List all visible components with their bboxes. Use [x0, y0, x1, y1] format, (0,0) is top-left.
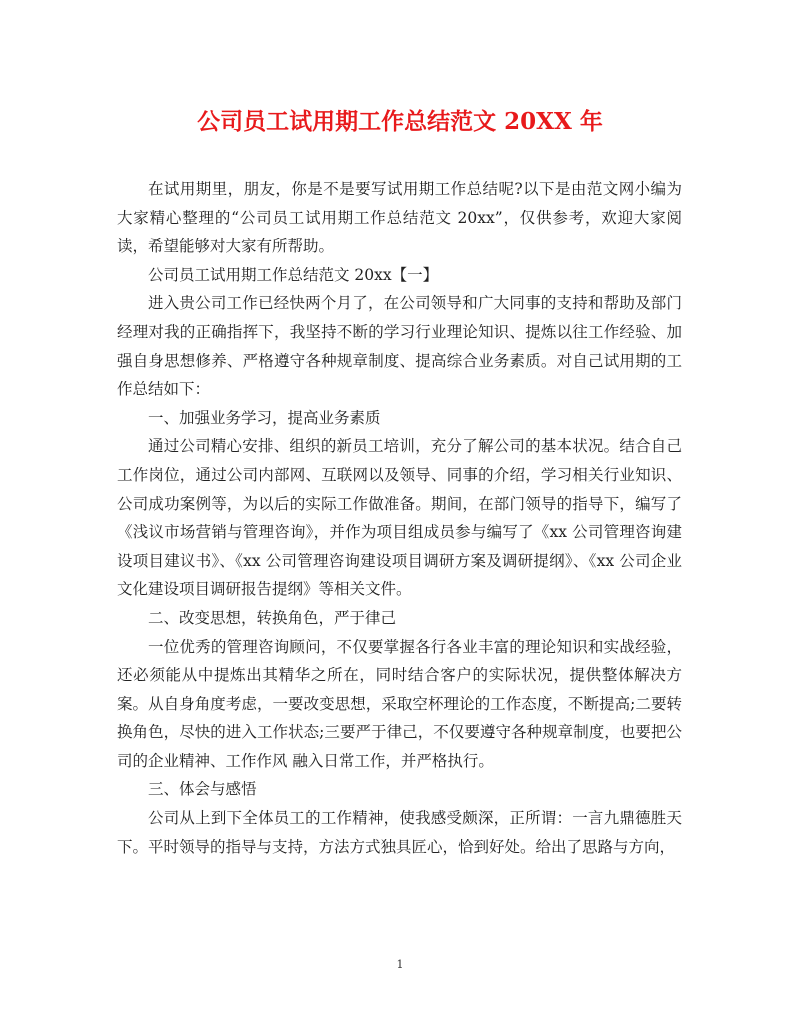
body-paragraph: 公司从上到下全体员工的工作精神，使我感受颇深，正所谓：一言九鼎德胜天下。平时领导的指导与支持，方法方式独具匠心，恰到好处。给出了思路与方向，	[117, 809, 682, 856]
section-heading: 公司员工试用期工作总结范文 20xx【一】	[148, 265, 439, 284]
body-paragraph: 进入贵公司工作已经快两个月了，在公司领导和广大同事的支持和帮助及部门经理对我的正确指挥下，我坚持不断的学习行业理论知识、提炼以往工作经验、加强自身思想修养、严格遵守各种规章制度、提高综合业务素质。对自己试用期的工作总结如下：	[117, 294, 682, 399]
section-heading: 一、加强业务学习，提高业务素质	[148, 408, 381, 427]
document-title: 公司员工试用期工作总结范文 20XX 年	[197, 108, 603, 135]
section-heading: 二、改变思想，转换角色，严于律己	[148, 608, 397, 627]
intro-paragraph: 在试用期里，朋友，你是不是要写试用期工作总结呢?以下是由范文网小编为大家精心整理的“公司员工试用期工作总结范文 20xx”，仅供参考，欢迎大家阅读，希望能够对大家有所帮助。	[117, 180, 682, 256]
page-number: 1	[396, 958, 404, 971]
document-body	[117, 175, 682, 861]
section-heading: 三、体会与感悟	[148, 780, 257, 799]
body-paragraph: 通过公司精心安排、组织的新员工培训，充分了解公司的基本状况。结合自己工作岗位，通过公司内部网、互联网以及领导、同事的介绍，学习相关行业知识、公司成功案例等，为以后的实际工作做准备。期间，在部门领导的指导下，编写了《浅议市场营销与管理咨询》，并作为项目组成员参与编写了《xx 公司管理咨询建设项目建议书》、《xx 公司管理咨询建设项目调研方案及调研提纲》、《xx 公司企业文化建设项目调研报告提纲》等相关文件。	[117, 437, 682, 599]
body-paragraph: 一位优秀的管理咨询顾问，不仅要掌握各行各业丰富的理论知识和实战经验，还必须能从中提炼出其精华之所在，同时结合客户的实际状况，提供整体解决方案。从自身角度考虑，一要改变思想，采取空杯理论的工作态度，不断提高;二要转换角色，尽快的进入工作状态;三要严于律己，不仅要遵守各种规章制度，也要把公司的企业精神、工作作风 融入日常工作，并严格执行。	[117, 637, 682, 770]
